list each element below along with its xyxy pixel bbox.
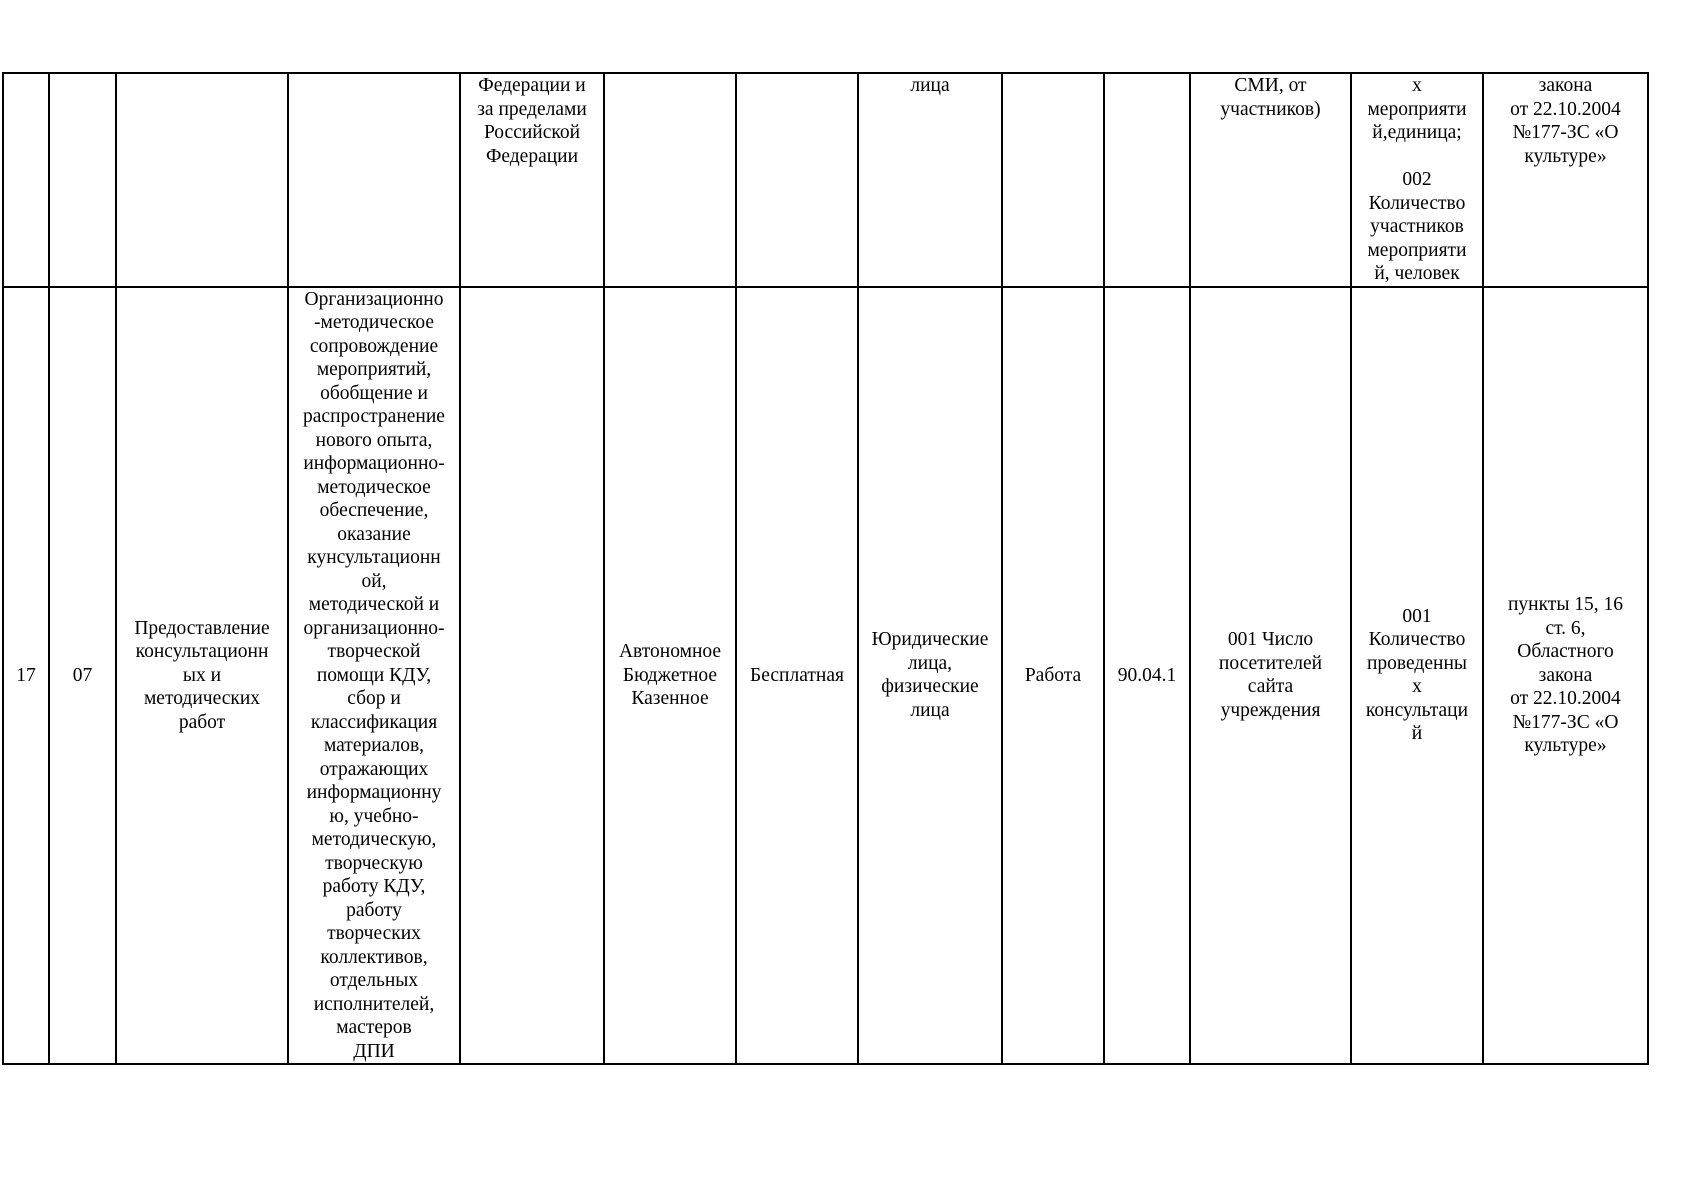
cell-service-type [1002, 73, 1104, 287]
cell-code [49, 287, 116, 1065]
cell-location [460, 73, 604, 287]
cell-okved [1104, 287, 1190, 1065]
cell-text: Бесплатная [750, 664, 844, 686]
cell-quality-indicators [1190, 287, 1351, 1065]
cell-service-type [1002, 287, 1104, 1065]
cell-text: х мероприяти й,единица; 002 Количество участников мероприяти й, человек [1367, 75, 1467, 284]
cell-consumers [858, 73, 1002, 287]
table-row-continued [3, 73, 1648, 287]
cell-text: лица [910, 75, 950, 96]
cell-legal-basis [1483, 73, 1648, 287]
cell-content [288, 73, 460, 287]
cell-name [116, 73, 288, 287]
table-row-17 [3, 287, 1648, 1065]
cell-text: Юридические лица, физические лица [871, 629, 989, 721]
cell-text: Работа [1024, 664, 1082, 686]
cell-volume-indicators [1351, 287, 1483, 1065]
cell-number [3, 73, 49, 287]
cell-text: Организационно -методическое сопровождение мероприятий, обобщение и распространение нового опыта, информационно- методическое обеспечение, оказание кунсультационн ой, методической и организационно- творческой помощи КДУ, сбор и классификация материалов, отражающих информационну ю, учебно- методическую, творческую работу КДУ, работу творческих коллективов, отдельных исполнителей, мастеров ДПИ [303, 288, 445, 1062]
cell-quality-indicators [1190, 73, 1351, 287]
cell-name [116, 287, 288, 1065]
cell-okved [1104, 73, 1190, 287]
cell-location [460, 287, 604, 1065]
registry-table [2, 72, 1649, 1065]
cell-number [3, 287, 49, 1065]
cell-text: Предоставление консультационн ых и методических работ [134, 617, 270, 733]
cell-text: 07 [72, 664, 93, 686]
cell-text: 001 Количество проведенны х консультаци й [1365, 605, 1469, 745]
cell-text: Федерации и за пределами Российской Федерации [477, 75, 587, 167]
cell-legal-basis [1483, 287, 1648, 1065]
cell-volume-indicators [1351, 73, 1483, 287]
cell-text: Автономное Бюджетное Казенное [618, 641, 722, 709]
cell-code [49, 73, 116, 287]
cell-text: СМИ, от участников) [1220, 75, 1321, 120]
cell-text: 17 [16, 664, 36, 686]
cell-text: пункты 15, 16 ст. 6, Областного закона от 22.10.2004 №177-ЗС «О культуре» [1507, 594, 1624, 756]
cell-consumers [858, 287, 1002, 1065]
cell-payment-type [736, 73, 858, 287]
cell-text: 001 Число посетителей сайта учреждения [1218, 629, 1323, 721]
cell-text: 90.04.1 [1117, 664, 1177, 686]
cell-payment-type [736, 287, 858, 1065]
cell-content [288, 287, 460, 1065]
cell-institution-type [604, 73, 736, 287]
cell-institution-type [604, 287, 736, 1065]
cell-text: закона от 22.10.2004 №177-ЗС «О культуре» [1510, 75, 1621, 167]
